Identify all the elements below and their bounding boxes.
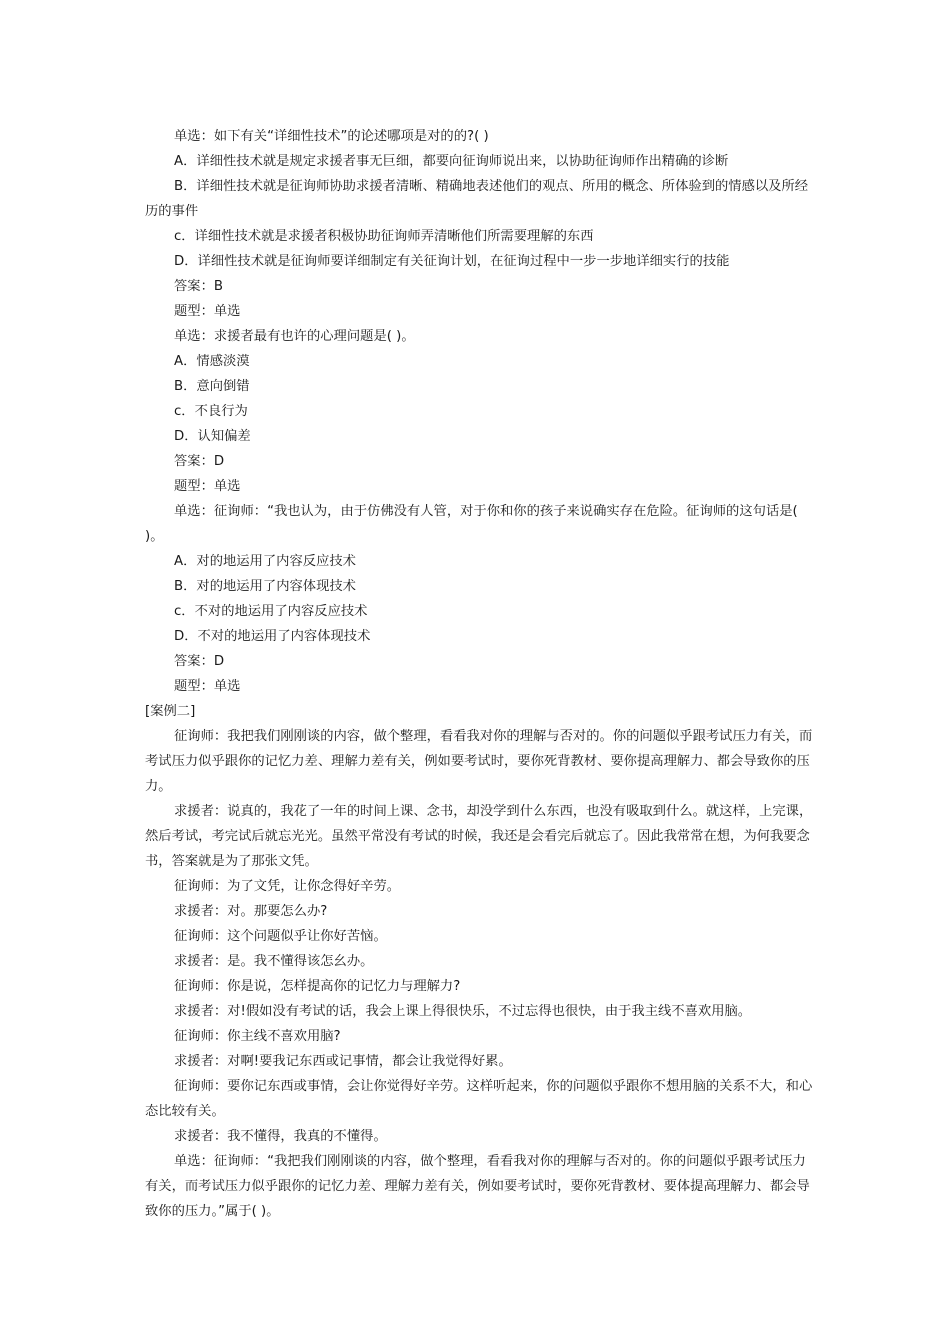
paragraph: B．详细性技术就是征询师协助求援者清晰、精确地表述他们的观点、所用的概念、所体验到的情感以及所经历的事件 (145, 179, 809, 219)
paragraph: [案例二] (145, 704, 196, 719)
paragraph: A．情感淡漠 (174, 354, 250, 369)
paragraph: D．认知偏差 (174, 429, 251, 444)
paragraph: A．详细性技术就是规定求援者事无巨细，都要向征询师说出来，以协助征询师作出精确的诊断 (174, 154, 729, 169)
paragraph: 单选：如下有关“详细性技术”的论述哪项是对的的?( ) (174, 129, 489, 144)
paragraph: 征询师：你主线不喜欢用脑? (174, 1029, 341, 1044)
paragraph: 求援者：是。我不懂得该怎幺办。 (174, 954, 374, 969)
paragraph: B．意向倒错 (174, 379, 250, 394)
paragraph: 答案：B (174, 279, 224, 294)
document-body (145, 124, 815, 1224)
paragraph: 征询师：你是说，怎样提高你的记忆力与理解力? (174, 979, 461, 994)
paragraph: c．详细性技术就是求援者积极协助征询师弄清晰他们所需要理解的东西 (174, 229, 594, 244)
paragraph: 答案：D (174, 454, 225, 469)
paragraph: 单选：求援者最有也许的心理问题是( )。 (174, 329, 415, 344)
paragraph: 求援者：说真的，我花了一年的时间上课、念书，却没学到什么东西，也没有吸取到什么。就这样，上完课，然后考试，考完试后就忘光光。虽然平常没有考试的时候，我还是会看完后就忘了。因此我常常在想，为何我要念书，答案就是为了那张文凭。 (145, 804, 813, 869)
paragraph: 征询师：这个问题似乎让你好苦恼。 (174, 929, 387, 944)
paragraph: 单选：征询师：“我也认为，由于仿佛没有人管，对于你和你的孩子来说确实存在危险。征询师的这句话是( )。 (145, 504, 798, 544)
paragraph: 单选：征询师：“我把我们刚刚谈的内容，做个整理，看看我对你的理解与否对的。你的问题似乎跟考试压力有关，而考试压力似乎跟你的记忆力差、理解力差有关，例如要考试时，要你死背教材、要体提高理解力、都会导致你的压力。”属于( )。 (145, 1154, 810, 1219)
paragraph: c．不良行为 (174, 404, 248, 419)
paragraph: 求援者：我不懂得，我真的不懂得。 (174, 1129, 387, 1144)
paragraph: 求援者：对啊!要我记东西或记事情，都会让我觉得好累。 (174, 1054, 512, 1069)
paragraph: c．不对的地运用了内容反应技术 (174, 604, 368, 619)
paragraph: 答案：D (174, 654, 225, 669)
paragraph: 征询师：要你记东西或事情，会让你觉得好辛劳。这样听起来，你的问题似乎跟你不想用脑的关系不大，和心态比较有关。 (145, 1079, 813, 1119)
paragraph: 征询师：我把我们刚刚谈的内容，做个整理，看看我对你的理解与否对的。你的问题似乎跟考试压力有关，而考试压力似乎跟你的记忆力差、理解力差有关，例如要考试时，要你死背教材、要你提高理解力、都会导致你的压力。 (145, 729, 813, 794)
paragraph: 题型：单选 (174, 304, 241, 319)
paragraph: 题型：单选 (174, 679, 241, 694)
paragraph: A．对的地运用了内容反应技术 (174, 554, 356, 569)
paragraph: D．不对的地运用了内容体现技术 (174, 629, 371, 644)
paragraph: 题型：单选 (174, 479, 241, 494)
paragraph: 征询师：为了文凭，让你念得好辛劳。 (174, 879, 401, 894)
paragraph: B．对的地运用了内容体现技术 (174, 579, 356, 594)
paragraph: 求援者：对。那要怎么办? (174, 904, 328, 919)
paragraph: D．详细性技术就是征询师要详细制定有关征询计划，在征询过程中一步一步地详细实行的技能 (174, 254, 730, 269)
paragraph: 求援者：对!假如没有考试的话，我会上课上得很快乐，不过忘得也很快，由于我主线不喜欢用脑。 (174, 1004, 752, 1019)
